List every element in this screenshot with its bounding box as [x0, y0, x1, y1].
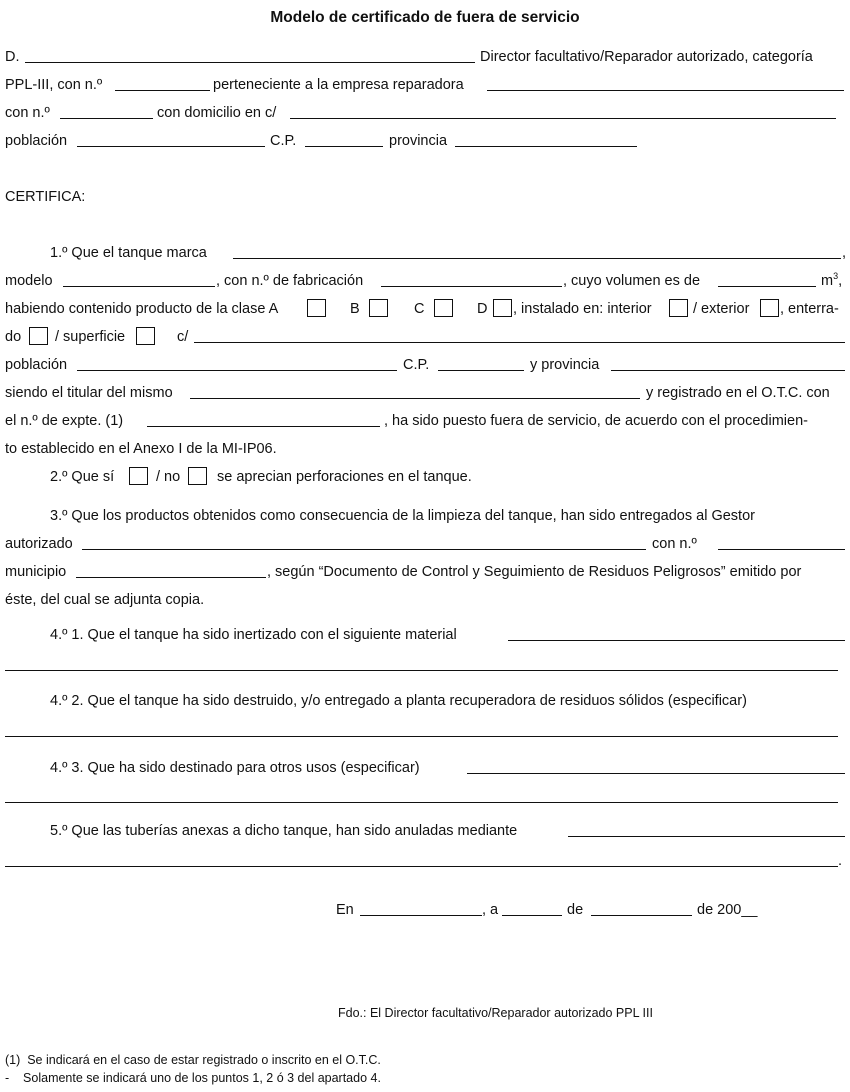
- domicilio-label: con domicilio en c/: [157, 105, 277, 121]
- item1-line-3: [0, 299, 850, 323]
- provincia-field-2[interactable]: [611, 370, 845, 371]
- item2-line: [0, 467, 850, 491]
- item4-1-text: 4.º 1. Que el tanque ha sido inertizado con el siguiente material: [50, 627, 457, 643]
- superficie-label: / superficie: [55, 329, 126, 345]
- a-label: , a: [482, 902, 499, 918]
- marca-field[interactable]: [233, 258, 841, 259]
- item5-text: 5.º Que las tuberías anexas a dicho tanque, han sido anuladas mediante: [50, 823, 518, 839]
- provincia-field[interactable]: [455, 146, 637, 147]
- poblacion-label: población: [5, 133, 68, 149]
- provincia-label-2: y provincia: [530, 357, 600, 373]
- name-field[interactable]: [25, 62, 475, 63]
- footnote-2: [0, 1068, 850, 1092]
- item3-line-3: [0, 562, 850, 586]
- no-label: / no: [156, 469, 181, 485]
- d-label: D.: [5, 49, 20, 65]
- item1-line-4: [0, 327, 850, 351]
- director-label: Director facultativo/Reparador autorizado, categoría: [480, 49, 813, 65]
- item4-2-extra-line: [0, 721, 850, 745]
- header-line-2: [0, 75, 850, 99]
- ppl-label: PPL-III, con n.º: [5, 77, 103, 93]
- fabricacion-field[interactable]: [381, 286, 562, 287]
- empresa-label: perteneciente a la empresa reparadora: [213, 77, 464, 93]
- otros-usos-extra-field[interactable]: [5, 802, 838, 803]
- inertizado-field[interactable]: [508, 640, 845, 641]
- inertizado-extra-field[interactable]: [5, 670, 838, 671]
- place-field[interactable]: [360, 915, 482, 916]
- item2-lead: 2.º Que sí: [50, 469, 115, 485]
- perforaciones-si-checkbox[interactable]: [129, 467, 148, 485]
- empresa-field[interactable]: [487, 90, 844, 91]
- class-a-checkbox[interactable]: [307, 299, 326, 317]
- poblacion-label-2: población: [5, 357, 68, 373]
- volumen-label: , cuyo volumen es de: [563, 273, 701, 289]
- clase-label: habiendo contenido producto de la clase A: [5, 301, 279, 317]
- instalado-label: , instalado en: interior: [513, 301, 652, 317]
- class-b-checkbox[interactable]: [369, 299, 388, 317]
- signature-label: Fdo.: El Director facultativo/Reparador autorizado PPL III: [338, 1006, 653, 1020]
- registrado-label: y registrado en el O.T.C. con: [646, 385, 830, 401]
- item4-3-text: 4.º 3. Que ha sido destinado para otros usos (especificar): [50, 760, 420, 776]
- certifica-label: CERTIFICA:: [5, 189, 86, 205]
- expte-field[interactable]: [147, 426, 380, 427]
- footnote-1-text: (1) Se indicará en el caso de estar registrado o inscrito en el O.T.C.: [5, 1053, 381, 1067]
- item1-line-8: [0, 439, 850, 463]
- item4-1-extra-line: [0, 655, 850, 679]
- header-line-1: [0, 47, 850, 71]
- gestor-field[interactable]: [82, 549, 646, 550]
- exterior-checkbox[interactable]: [760, 299, 779, 317]
- anuladas-extra-field[interactable]: [5, 866, 838, 867]
- empresa-number-field[interactable]: [60, 118, 153, 119]
- form-title: Modelo de certificado de fuera de servicio: [270, 9, 580, 26]
- fuera-label: , ha sido puesto fuera de servicio, de acuerdo con el procedimien-: [384, 413, 808, 429]
- item4-2-text: 4.º 2. Que el tanque ha sido destruido, y/o entregado a planta recuperadora de residuos sólidos (especificar): [50, 693, 747, 709]
- interior-checkbox[interactable]: [669, 299, 688, 317]
- otros-usos-field[interactable]: [467, 773, 845, 774]
- volumen-field[interactable]: [718, 286, 816, 287]
- titular-label: siendo el titular del mismo: [5, 385, 173, 401]
- item1-line-1: [0, 243, 850, 267]
- item3-line-4: [0, 590, 850, 614]
- con-no-label: con n.º: [5, 105, 50, 121]
- item1-comma: ,: [842, 245, 847, 261]
- item5-line: [0, 821, 850, 845]
- class-c-checkbox[interactable]: [434, 299, 453, 317]
- item1-lead: 1.º Que el tanque marca: [50, 245, 207, 261]
- cp-label-2: C.P.: [403, 357, 430, 373]
- year-label: de 200__: [697, 902, 758, 918]
- cp-field-2[interactable]: [438, 370, 524, 371]
- cp-label: C.P.: [270, 133, 297, 149]
- header-line-3: [0, 103, 850, 127]
- day-field[interactable]: [502, 915, 562, 916]
- exterior-label: / exterior: [693, 301, 750, 317]
- do-label: do: [5, 329, 22, 345]
- municipio-field[interactable]: [76, 577, 266, 578]
- municipio-label: municipio: [5, 564, 67, 580]
- item2-rest: se aprecian perforaciones en el tanque.: [217, 469, 472, 485]
- segun-label: , según “Documento de Control y Seguimiento de Residuos Peligrosos” emitido por: [267, 564, 802, 580]
- item4-1-line: [0, 625, 850, 649]
- class-d-label: D: [477, 301, 488, 317]
- titular-field[interactable]: [190, 398, 640, 399]
- enterrado-checkbox[interactable]: [29, 327, 48, 345]
- c-label: c/: [177, 329, 189, 345]
- fabricacion-label: , con n.º de fabricación: [216, 273, 364, 289]
- poblacion-field[interactable]: [77, 146, 265, 147]
- anexo-label: to establecido en el Anexo I de la MI-IP06.: [5, 441, 277, 457]
- header-line-4: [0, 131, 850, 155]
- class-d-checkbox[interactable]: [493, 299, 512, 317]
- gestor-number-field[interactable]: [718, 549, 845, 550]
- de-label: de: [567, 902, 584, 918]
- item4-2-line: [0, 691, 850, 715]
- ppl-number-field[interactable]: [115, 90, 210, 91]
- domicilio-field[interactable]: [290, 118, 836, 119]
- anuladas-field[interactable]: [568, 836, 845, 837]
- item4-3-extra-line: [0, 787, 850, 811]
- poblacion-field-2[interactable]: [77, 370, 397, 371]
- class-c-label: C: [414, 301, 425, 317]
- item1-line-6: [0, 383, 850, 407]
- calle-field[interactable]: [194, 342, 845, 343]
- perforaciones-no-checkbox[interactable]: [188, 467, 207, 485]
- item3-line-2: [0, 534, 850, 558]
- class-b-label: B: [350, 301, 360, 317]
- footnote-2-text: - Solamente se indicará uno de los puntos 1, 2 ó 3 del apartado 4.: [5, 1071, 381, 1085]
- en-label: En: [336, 902, 354, 918]
- item1-line-5: [0, 355, 850, 379]
- gestor-no-label: con n.º: [652, 536, 697, 552]
- item3-line-1: [0, 506, 850, 530]
- certifica-line: [0, 187, 850, 211]
- destruido-field[interactable]: [5, 736, 838, 737]
- item1-line-7: [0, 411, 850, 435]
- item1-line-2: [0, 271, 850, 295]
- item3-text: 3.º Que los productos obtenidos como consecuencia de la limpieza del tanque, han sido entregados al Gestor: [50, 508, 755, 524]
- enterra-label: , enterra-: [780, 301, 839, 317]
- copia-label: éste, del cual se adjunta copia.: [5, 592, 205, 608]
- provincia-label: provincia: [389, 133, 448, 149]
- autorizado-label: autorizado: [5, 536, 73, 552]
- item4-3-line: [0, 758, 850, 782]
- item5-end: .: [838, 853, 843, 869]
- item5-extra-line: [0, 851, 850, 875]
- signature-line: [0, 1003, 850, 1027]
- modelo-label: modelo: [5, 273, 53, 289]
- superficie-checkbox[interactable]: [136, 327, 155, 345]
- cp-field[interactable]: [305, 146, 383, 147]
- date-line: [0, 900, 850, 924]
- volume-unit: $m^3$,: [821, 271, 843, 289]
- modelo-field[interactable]: [63, 286, 215, 287]
- expte-label: el n.º de expte. (1): [5, 413, 124, 429]
- month-field[interactable]: [591, 915, 692, 916]
